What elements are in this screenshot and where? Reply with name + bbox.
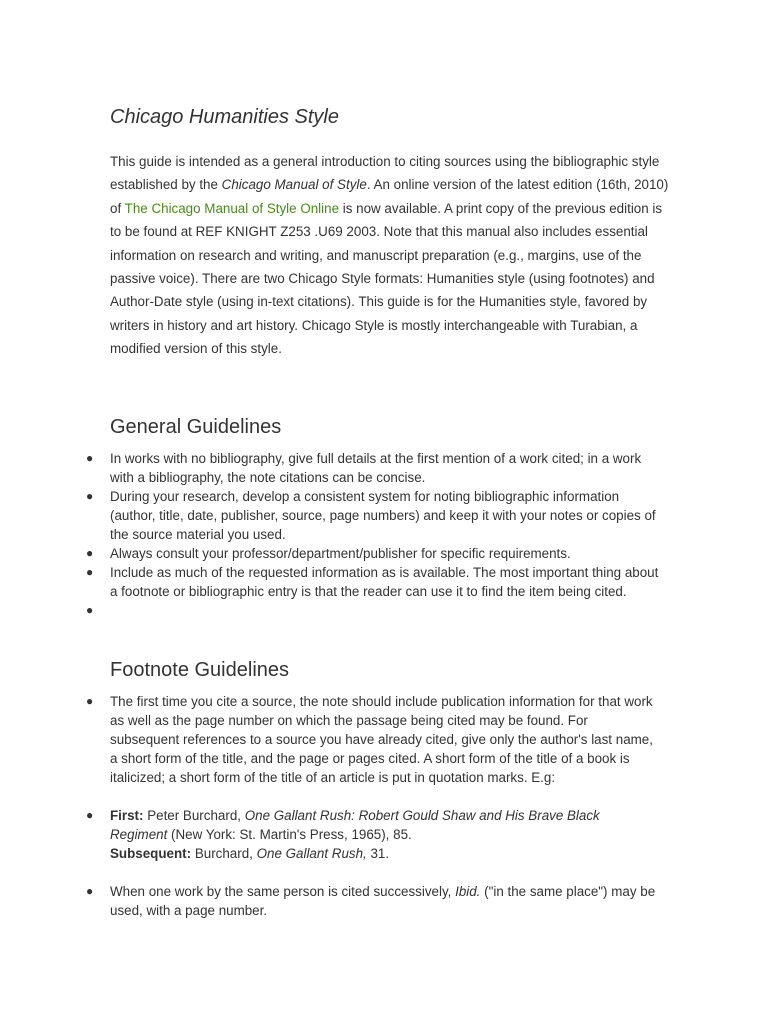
list-item: ● During your research, develop a consistent system for noting bibliographic information (author, title, date, publisher, source, page numbers) and keep it with your notes or copies of the source material you used.	[86, 489, 656, 542]
list-item: ● Always consult your professor/department/publisher for specific requirements.	[86, 546, 571, 561]
bullet-icon: ●	[86, 451, 94, 465]
bullet-icon: ●	[86, 694, 94, 708]
footnote-guidelines-heading: Footnote Guidelines	[110, 659, 290, 681]
list-item: ● In works with no bibliography, give full details at the first mention of a work cited; in a work with a bibliography, the note citations can be concise.	[86, 451, 642, 485]
subsequent-label: Subsequent:	[110, 846, 192, 861]
bullet-icon: ●	[86, 546, 94, 560]
first-title: One Gallant Rush: Robert Gould Shaw and His Brave Black Regiment	[110, 808, 600, 842]
ibid-term: Ibid.	[455, 884, 481, 899]
list-item: ● Include as much of the requested information as is available. The most important thing about a footnote or bibliographic entry is that the reader can use it to find the item being cited.	[86, 565, 659, 599]
intro-text-3: is now available. A print copy of the previous edition is to be found at REF KNIGHT Z253 .U69 2003. Note that this manual also includes essential information on research and writing, and manuscript preparation (e.g., margins, use of the passive voice). There are two Chicago Style formats: Humanities style (using footnotes) and Author-Date style (using in-text citations). This guide is for the Humanities style, favored by writers in history and art history. Chicago Style is mostly interchangeable with Turabian, a modified version of this style.	[110, 200, 663, 357]
empty-list-item	[0, 601, 660, 620]
intro-text-1: This guide is intended as a general introduction to citing sources using the bibliographic style established by the	[110, 154, 660, 193]
page-title: Chicago Humanities Style	[110, 106, 339, 128]
bullet-icon: ●	[86, 808, 94, 822]
citation-example: ● First: Peter Burchard, One Gallant Rush: Robert Gould Shaw and His Brave Black Regiment (New York: St. Martin's Press, 1965), 85. Subsequent: Burchard, One Gallant Rush, 31.	[86, 808, 600, 861]
general-guidelines-heading: General Guidelines	[110, 416, 282, 438]
intro-paragraph	[110, 150, 670, 361]
bullet-icon: ●	[86, 603, 94, 617]
bullet-icon: ●	[86, 565, 94, 579]
intro-text-2: . An online version of the latest edition (16th, 2010) of	[110, 177, 669, 216]
first-label: First:	[110, 808, 144, 823]
chicago-manual-online-link[interactable]: The Chicago Manual of Style Online	[124, 200, 340, 216]
footnote-guidelines-list	[0, 692, 660, 920]
subsequent-title: One Gallant Rush,	[256, 846, 367, 861]
bullet-icon: ●	[86, 489, 94, 503]
intro-manual-title: Chicago Manual of Style	[221, 177, 367, 193]
bullet-icon: ●	[86, 884, 94, 898]
general-guidelines-list	[0, 449, 660, 620]
list-item: ● When one work by the same person is cited successively, Ibid. ("in the same place") may be used, with a page number.	[86, 884, 656, 918]
list-item: ● The first time you cite a source, the note should include publication information for that work as well as the page number on which the passage being cited may be found. For subsequent references to a source you have already cited, give only the author's last name, a short form of the title, and the page or pages cited. A short form of the title of a book is italicized; a short form of the title of an article is put in quotation marks. E.g:	[86, 694, 653, 785]
